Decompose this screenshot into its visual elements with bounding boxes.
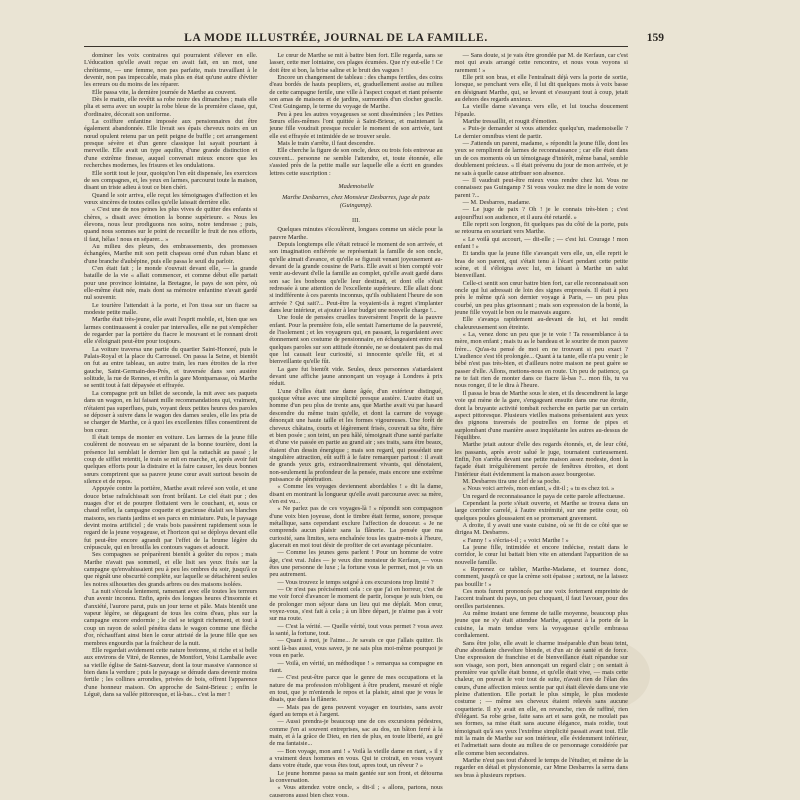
paragraph: « Reprenez ce tablier, Marthe-Madame, et tournez donc, comment, jusqu'à ce que la crème soit épaisse ; surtout, ne la laissez pas bouillir ! » [454,566,628,588]
paragraph: — C'est peut-être parce que le genre de mes occupations et la nature de ma profession m'obligent à être prudent, mesuré et régle en tout, que je m'entends le repos et la plaisir, ainsi que je vous le disais, que dans la flânerie. [269,674,443,704]
paragraph: — Aussi prendra-je beaucoup une de ces excursions pédestres, comme j'en ai souvent entreprises, sac au dos, un bâton ferré à la main, et à la grâce de Dieu, en rien de plus, en toute liberté, au gré de ma fantaisie... [269,718,443,748]
paragraph: Elle regardait avidement cette nature bretonne, si riche et si belle aux environs de Vitré, de Rennes, de Montfort, Voisi Lamballe avec sa vieille église de Saint-Sauveur, dont la tour massive s'annonce si bien dans la verdure ; puis le paysage se dénude dans devenir moins fertile ; les collines arrondies, privées de bois, offrent l'apparence d'une honneur maison. On approche de Saint-Brieuc ; enfin le Léguë, dans sa vallée pittoresque, et là-bas... c'est la mer ! [84,646,258,698]
paragraph: Il passa le bras de Marthe sous le sien, et ils descendirent la large voie qui mène de la gare, s'engageant ensuite dans une rue étroite, dont la bruyante activité tombait recherche en partie par un certain aspect pittoresque. Plusieurs vieilles maisons présentaient aux yeux des pignons traversés de poutrelles en forme de pipes et surplombant d'une manière assez inquiétante les autres au-dessus de l'équilibre. [454,389,628,441]
paragraph: Elle reprit son lorgnon, fit quelques pas du côté de la porte, puis se retourna en souriant vers Marthe. [454,220,628,236]
paragraph: — Sans doute, si je vais être grondée par M. de Kerfaun, car c'est moi qui avais arrangé cette rencontre, et nous vous voyons si rarement ! » [454,52,628,74]
paragraph: La nuit s'écoula lentement, ramenant avec elle toutes les terreurs d'un avenir inconnu. Enfin, après des longues heures d'insomnie et d'anxiété, l'aurore parut, puis un jour terne et pâle. Mais bientôt une vapeur légère, se dégageant de tous les coins d'eau, plus sur la campagne encore endormie ; le ciel se teignit richement, et tout à coup un rayon de soleil pénétra dans le wagon comme une flèche d'or, réchauffant ainsi bien le cœur attristé de la jeune fille que ses membres engourdis par la fraîcheur de la nuit. [84,588,258,647]
paragraph: — Il vaudrait peut-être mieux vous rendre chez lui. Vous ne connaissez pas Guingamp ? Si vous voulez me dire le nom de votre parent ?... [454,176,628,199]
paragraph: Elle cherche la figure de son oncle, deux ou trois fois entrevue au couvent... personne ne semble l'attendre, et, toute étonnée, elle s'assied près de la petite malle sur laquelle elle a écrit en grandes lettres cette suscription : [269,147,443,177]
paragraph: Encore un changement de tableau : des champs fertiles, des coins d'eau bordés de hauts peupliers, et, graduellement assise au milieu de cette campagne fertile, une ville à l'aspect coquet et riant présente son amas de maisons et de jardins, surmontés d'un clocher gracile. C'est Guingamp, le terme du voyage de Marthe. [269,74,443,111]
paragraph: Un regard de reconnaissance le paya de cette parole affectueuse. [462,492,625,500]
paragraph: Appuyée contre la portière, Marthe avait relevé son voile, et une douce brise rafraîchissait son front brûlant. Le ciel était pur ; des nuages d'or et de pourpre flottaient vers le couchant, et, sous ce chaud reflet, la campagne coquette et gracieuse étalait ses blanches maisons, ses riants jardins et ses parcs en miniature. Puis, le paysage devint moins artificiel ; de vrais bois passèrent rapidement sous le regard de la jeune voyageuse, et l'horizon qui se déploya devant elle fut peut-être encore agrandi par l'effet de la brume légère du crépuscule, qui en brouilla les contours vagues et adoucit. [84,485,258,552]
journal-title: LA MODE ILLUSTRÉE, JOURNAL DE LA FAMILLE. [184,32,488,44]
paragraph: Depuis longtemps elle s'était retracé le moment de son arrivée, et son imagination enfiévrée se représentait la famille de son oncle, qu'elle aimait d'avance, et qu'elle se figurait venant joyeusement au-devant de la grande cousine de Paris. Elle avait si bien compté voir venir au-devant d'elle la famille au complet, qu'elle avait gardé dans son sac les bonbons qu'elle leur destinait, et dont elle s'était redressée à une attention de l'excellente supérieure. Elle allait donc si indifférente à ces parents inconnus, qu'ils oubliaient l'heure de son arrivée ? Qui sait?... Peut-être la voyaient-ils à regret s'implanter dans leur intérieur, et ajouter à leur budget une nouvelle charge !... [269,240,443,314]
paragraph: Et tandis que la jeune fille s'avançait vers elle, un, elle reprit le bras de son parent, qui s'était tenu à l'écart pendant cette petite scène, et il s'éloigna avec lui, en faisant à Marthe un salut bienveillant. [454,250,628,280]
paragraph: Mais le train s'arrête, il faut descendre. [277,140,375,148]
paragraph: Quand le soir arriva, elle reçut les témoignages d'affection et les vœux sincères de toutes celles qu'elle laissait derrière elle. [84,191,258,206]
address-heading: Mademoiselle [338,182,374,190]
paragraph: La coiffure enfantine imposée aux pensionnaires dut être également abandonnée. Elle livrait ses épais cheveux noirs en un nœud opulent retenu par un petit peigne de buffle ; cet arrangement presque sévère et d'un genre classique lui sayait pourtant à merveille. Elle avait un type aquilin, d'une grande distinction et d'une extrême finesse, auquel convenait mieux encore que les recherches modernes, les frisures et les ondulations. [84,118,258,170]
text-column-3 [455,52,628,786]
paragraph: Le cœur de Marthe se mit à battre bien fort. Elle regarda, sans se lasser, cette mer lointaine, ces plages écumées. Que n'y eut-elle ! Ce doit être si bon, la brise saline et le bruit des vagues ! [269,52,443,74]
paragraph: Celle-ci sentit son cœur battre bien fort, car elle reconnaissait son oncle qui lui adressait de loin des signes empressés. Il était à peu près le même qu'à son dernier voyage à Paris, — un peu plus courbé, un peu plus grisonnant ; mais son expression de la bonté, la jeune fille voyait le bon ou le mauvais augure. [454,279,628,317]
page-number: 159 [646,32,664,44]
paragraph: « Fanny ! » s'écria-t-il ; « voici Marthe ! » [462,536,569,544]
paragraph: Au même instant une femme de taille moyenne, beaucoup plus jeune que ne s'y était attendue Marthe, apparut à la porte de la cuisine, la main tendue vers la voyageuse qu'elle embrassa cordialement. [454,610,628,640]
page-header [84,28,664,47]
paragraph: Peu à peu les autres voyageuses se sont disséminées ; les Petites Sœurs elles-mêmes l'ont quittée à Saint-Brieuc, et maintenant la jeune fille voudrait presque reculer le moment de son arrivée, tant elle est effrayée et intimidée de se trouver seule. [269,110,443,140]
text-columns [84,52,628,799]
paragraph: « Puis-je demander si vous attendez quelqu'un, mademoiselle ? Le dernier omnibus vient de partir. [454,125,628,140]
paragraph: Au milieu des pleurs, des embrassements, des promesses échangées, Marthe mit son petit chapeau orné d'un ruban blanc et d'une branche d'aubépine, puis elle passa le seuil du parloir. [84,242,258,265]
paragraph: — Voilà, en vérité, un méthodique ! » remarqua sa compagne en riant. [269,659,443,674]
text-column-1 [84,52,257,786]
paragraph: — Or n'est pas précisément cela : ce que j'ai en horreur, c'est de me voir forcé d'avancer le moment de partir, lorsque je suis bien, ou de prolonger mon séjour dans un lieu qui me déplaît. Mon cœur, voyez-vous, s'est fait à cela ; à un libre départ, je n'aime pas à voir sur ma route. [269,586,443,623]
paragraph: Ses compagnes se préparèrent bientôt à goûter du repos ; mais Marthe n'avait pas sommeil, et elle lisit ses yeux fixés sur la campagne qu'envahissaient peu à peu les ombres du soir, jusqu'à ce que règnât une obscurité complète, sur laquelle se détachèrent seules les noires silhouettes des grands arbres ou des maisons isolées. [84,551,258,588]
paragraph: Elle prit son bras, et elle l'entraînait déjà vers la porte de sortie, lorsque, se penchant vers elle, il lui dit quelques mots à voix basse en désignant Marthe, qui, se levant et s'essuyant tout à coup, jetait au dehors des regards anxieux. [454,74,628,104]
address-line: Marthe Desbarres, chez Monsieur Desbarres, juge de paix (Guingamp). [282,194,430,209]
paragraph: Le jeune homme passa sa main gantée sur son front, et détourna la conversation. [269,769,443,784]
paragraph: « Le voilà qui accourt, — dit-elle ; — c'est lui. Courage ! mon enfant ! » [454,235,628,250]
paragraph: — Bon voyage, mon ami ! « Voilà la vieille dame en riant, » il y a vraiment deux hommes en vous. Qui te croirait, en vous voyant dans votre étude, que vous êtes tout, apres tout, un rêveur ? » [269,747,443,770]
paragraph: — Vous trouvez le temps soigné à ces excursions trop limité ? [277,578,434,586]
paragraph: La vieille dame s'avança vers elle, et lui toucha doucement l'épaule. [454,103,628,118]
paragraph: « La, venez donc un peu que je te voie ! Ta ressemblance à ta mère, mon enfant ; mais tu as le bandeau et le sourire de mon pauvre frère... Qu'as-tu pensé de moi en ne trouvant si peu exact ? L'audience s'est tôt prolongée... Quant à ta tante, elle n'a pu venir ; le bébé n'est pas très-bien, et d'ailleurs notre maison ne peut guère se passer d'elle. Allons, mettons-nous en route. Un peu de patience, ça ne te fait rien de monter dans ce fiacre là-bas ?... mon fils, tu va nous ronger, il te le dira à l'heure. [454,331,628,390]
paragraph: « Ne parlez pas de ces voyages-là ! » répondit son compagnon d'une voix bien joyeuse, dont le timbre était ferme, sonore, presque métallique, sans cependant exclure l'affection de douceur. « Je ne comprends aucun plaisir sans la flânerie. La pensée que ma curiosité, sans limites, sera enchaînée tous les quatre-mois à l'heure, glacerait en moi tout désir de profiter de cet avantage pécuniaire. [269,505,443,549]
section-number: III. [352,216,360,224]
paragraph: — M. Desbarres, madame. [462,198,531,206]
paragraph: « Nous voici arrivés, mon enfant, » dit-il ; « tu es chez toi. » [462,485,615,493]
paragraph: dominer les voix contraires qui pourraient s'élever en elle. L'éducation qu'elle avait reçue en avait fait, en un mot, une chrétienne, — une femme, non pas parfaite, mais travaillant à le devenir, non pas impeccable, mais plus en état qu'une autre d'éviter les erreurs ou du moins de les réparer. [84,52,258,89]
paragraph: — C'est la vérité. — Quelle vérité, tout vous permet ? vous avez la santé, la fortune, tout. [269,622,443,638]
paragraph: — Mais pas de gens peuvent voyager en touristes, sans avoir égard au temps et à l'argent. [269,703,443,718]
paragraph: — J'attends un parent, madame, » répondit la jeune fille, dont les yeux se remplirent de larmes de reconnaissance ; car elle était dans un de ces moments où un témoignage d'intérêt, même banal, semble doublement précieux. « Il était prévenu du jour de mon arrivée, et je ne sais à quelle cause attribuer son absence. [454,140,628,177]
paragraph: Dès le matin, elle revêtit sa robe noire des dimanches ; mais elle plia et serra avec un soupir la robe bleue de la première classe, qui, d'ordinaire, décorait son uniforme. [84,96,258,118]
paragraph: « C'est une de nos peines les plus vives de quitter des enfants si chères, » disait avec émotion la bonne supérieure. « Nous les élevons, nous leur prodiguons nos soins, notre tendresse ; puis, quand nous sommes sur le point de recueillir le fruit de nos efforts, il faut, hélas ! nous en séparer... » [84,206,258,243]
paragraph: La jeune fille, intimidée et encore indécise, restait dans le corridor, le cœur lui battait bien vite en attendant l'apparition de sa nouvelle famille. [454,544,628,566]
paragraph: Elle sortit tout le jour, quoiqu'on l'en eût dispensée, les exercices de ses compagnes, et, les yeux en larmes, parcourut toute la maison, disant un triste adieu à tout ce bien chéri. [84,169,258,192]
paragraph: M. Desbarres tira une clef de sa poche. [462,477,561,485]
paragraph: Marthe n'eut pas tout d'abord le temps de l'étudier, et même de la regarder en détail et physionomie, car Mme Desbarres la serra dans ses bras à plusieurs reprises. [454,757,628,779]
paragraph: — Comme les jeunes gens parlent ! Pour un homme de votre âge, c'est vrai. Jules — je veux dire monsieur de Kerfaun, — vous êtes une personne de luxe ; la fortune vous le permet, moi je vis un peu autrement. [269,549,443,579]
paragraph: Elle passa vite, la dernière journée de Marthe au couvent. [92,88,237,96]
paragraph: C'en était fait ; le monde s'ouvrait devant elle, — la grande bataille de la vie « allait commencer, et comme début elle partait pour une province lointaine, la Bretagne, le pays de son père, où elle-même était née, mais dont sa mémoire enfantine n'avait gardé nul souvenir. [84,264,258,302]
text-column-2 [269,52,443,799]
paragraph: Marthe jetait autour d'elle des regards étonnés, et, de leur côté, les passants, après avoir salué le juge, tournaient curieusement. Enfin, l'on s'arrêta devant une petite maison assez modeste, dont la façade était irrégulièrement percée de fenêtres étroites, et dont l'intérieur était évidemment la maison assez bourgeoise. [454,441,628,478]
paragraph: Marthe était très-jeune, elle avait l'esprit mobile, et, bien que ses larmes continuassent à couler par intervalles, elle ne put s'empêcher de regarder par la portière du fiacre le mouvant et le ronnant droit elle s'éloignait peut-être pour toujours. [84,316,258,346]
paragraph: Marthe tressaillit, et rougit d'émotion. [462,118,558,126]
paragraph: Ces mots furent prononcés par une voix fortement empreinte de l'accent traînant du pays, un peu choquant, il faut l'avouer, pour des oreilles parisiennes. [454,588,628,610]
paragraph: Une foule de pensées cruelles traversèrent l'esprit de la pauvre enfant. Pour la première fois, elle sentait l'amertume de la pauvreté, de l'isolement ; et les voyageurs qui, en passant, la regardaient avec étonnement son costume de pensionnaire, en échangeaient entre eux quelques paroles sur son attitude étonnée, ne se doutaient pas du mal que lui causait leur curiosité, si innocente qu'elle fût, et si bienveillante qu'elle fût. [269,314,443,366]
paragraph: Sans être jolie, elle avait le charme inséparable d'un beau teint, d'une abondante chevelure blonde, et d'un air de santé et de force. Une expression de franchise et de bienveillance était répandue sur son visage, son port, bien annonçait un regard clair ; on sentait à première vue qu'elle était bonne, et qu'elle était vive, — mais cette chaleur, on pouvait le voir tout de suite, n'avait rien de l'élan des cœurs, d'une affection mieux sentie par qui était élevée dans une vie pleine d'attention. Elle portait le plus simple, le plus modeste costume ; — même ses cheveux étaient relevés sans aucune coquetterie. Il n'y avait en elle, en revanche, rien de raffiné, rien d'élégant. Sa robe grise, faite sans art et sans goût, ne moulait pas ses formes, sa mise était sans aucune élégance, mais roidie, tout témoignait qu'à ses yeux l'extrême simplicité passait avant tout. Elle mit la main de Marthe sur son intérieur, elle évidemment inférieur, et l'admettait sans doute au milieu de ce personnage considérée par elle comme bien secondaires. [454,639,628,757]
paragraph: Cependant la porte s'était ouverte, et Marthe se trouva dans un large corridor carrelé, à l'autre extrémité, sur une petite cour, où quelques poules gloussaient en se promenant gravement. [454,499,628,522]
paragraph: Le tourière l'attendait à la porte, et l'on tissa sur un fiacre sa modeste petite malle. [84,301,258,317]
paragraph: La voiture traversa une partie du quartier Saint-Honoré, puis le Palais-Royal et la place du Carrousel. On passa la Seine, et bientôt on fut au entre tableau, un autre train, les rues étroites de la rive gauche, Saint-Germain-des-Prés, et traversée dans son austère solitude, la rue de Rennes, et enfin la gare Montparnasse, où Marthe se sentit tout à fait dépaysée et effrayée. [84,345,258,390]
paragraph: A droite, il y avait une vaste cuisine, où se fit de ce côté que se dirigea M. Desbarres. [454,522,628,537]
paragraph: — Le juge de paix ? Oh ! je le connais très-bien ; c'est aujourd'hui son audience, et il aura été retardé. » [454,206,628,221]
paragraph: « Comme les voyages deviennent abordables ! » dit la dame, disant en montrant la longueur qu'elle avait parcourue avec sa mère, s'en est vu... [269,483,443,505]
paragraph: Il était temps de monter en voiture. Les larmes de la jeune fille coulèrent de nouveau en se séparant de la bonne tourière, dont la présence lui semblait le dernier lien qui la rattachât au passé ; le coup de sifflet retentit, le train se mit en marche, et, après avoir fait quelques efforts pour la distraire et la faire causer, les deux bonnes sœurs comprirent que sa pauvre jeune cœur avait surtout besoin de silence et de repos. [84,433,258,485]
paragraph: — Quant à moi, je l'aime... Je savais ce que j'allais quitter. Ils sont là-bas aussi, vous savez, je ne sais plus moi-même pourquoi je vous en parle. [269,637,443,660]
paragraph: La gare fut bientôt vide. Seules, deux personnes s'attardaient devant une affiche jaune annonçant un voyage à Londres à prix réduit. [269,365,443,388]
paragraph: Elle s'avança rapidement au-devant de lui, et lui rendit chaleureusement son étreinte. [454,316,628,331]
paragraph: Quelques minutes s'écoulèrent, longues comme un siècle pour la pauvre Marthe. [269,226,443,241]
paragraph: L'une d'elles était une dame âgée, d'un extérieur distingué, quoique vêtue avec une simplicité presque austère. L'autre était un homme d'un peu plus de trente ans, que Marthe avait vu par hasard descendre du même train qu'elle, et dont la carrure de voyage dénonçait une haute taille et les formes vigoureuses. Une forêt de cheveux châtains, courts et légèrement frisés, couvrait sa tête, fière et bien posée ; son teint, un peu hâlé, témoignait d'une santé parfaite et d'une vie passée en partie au grand air ; ses traits, sans être beaux, étaient d'un dessin énergique ; mais son regard, qui possédait une singulière attraction, eût suffi à le faire remarquer partout : il avait de grands yeux gris, extraordinairement vivants, qui dénotaient, non-seulement la profondeur de la pensée, mais encore une extrême puissance de pénétration. [269,387,443,483]
paragraph: « Vous attendez votre oncle, » dit-il ; « allons, partons, nous causerons aussi bien chez vous. [269,784,443,799]
paragraph: La compagne prit un billet de seconde, la mit avec ses paquets dans un wagon, en lui faisant mille recommandations qui, vraiment, n'étaient pas superflues, puis, voyant deux petites heures des paroles se déposer à suivre dans le wagon des dames seules, elle les pria de se charger de Marthe, ce à quoi les excellentes filles consentirent de bon cœur. [84,389,258,434]
